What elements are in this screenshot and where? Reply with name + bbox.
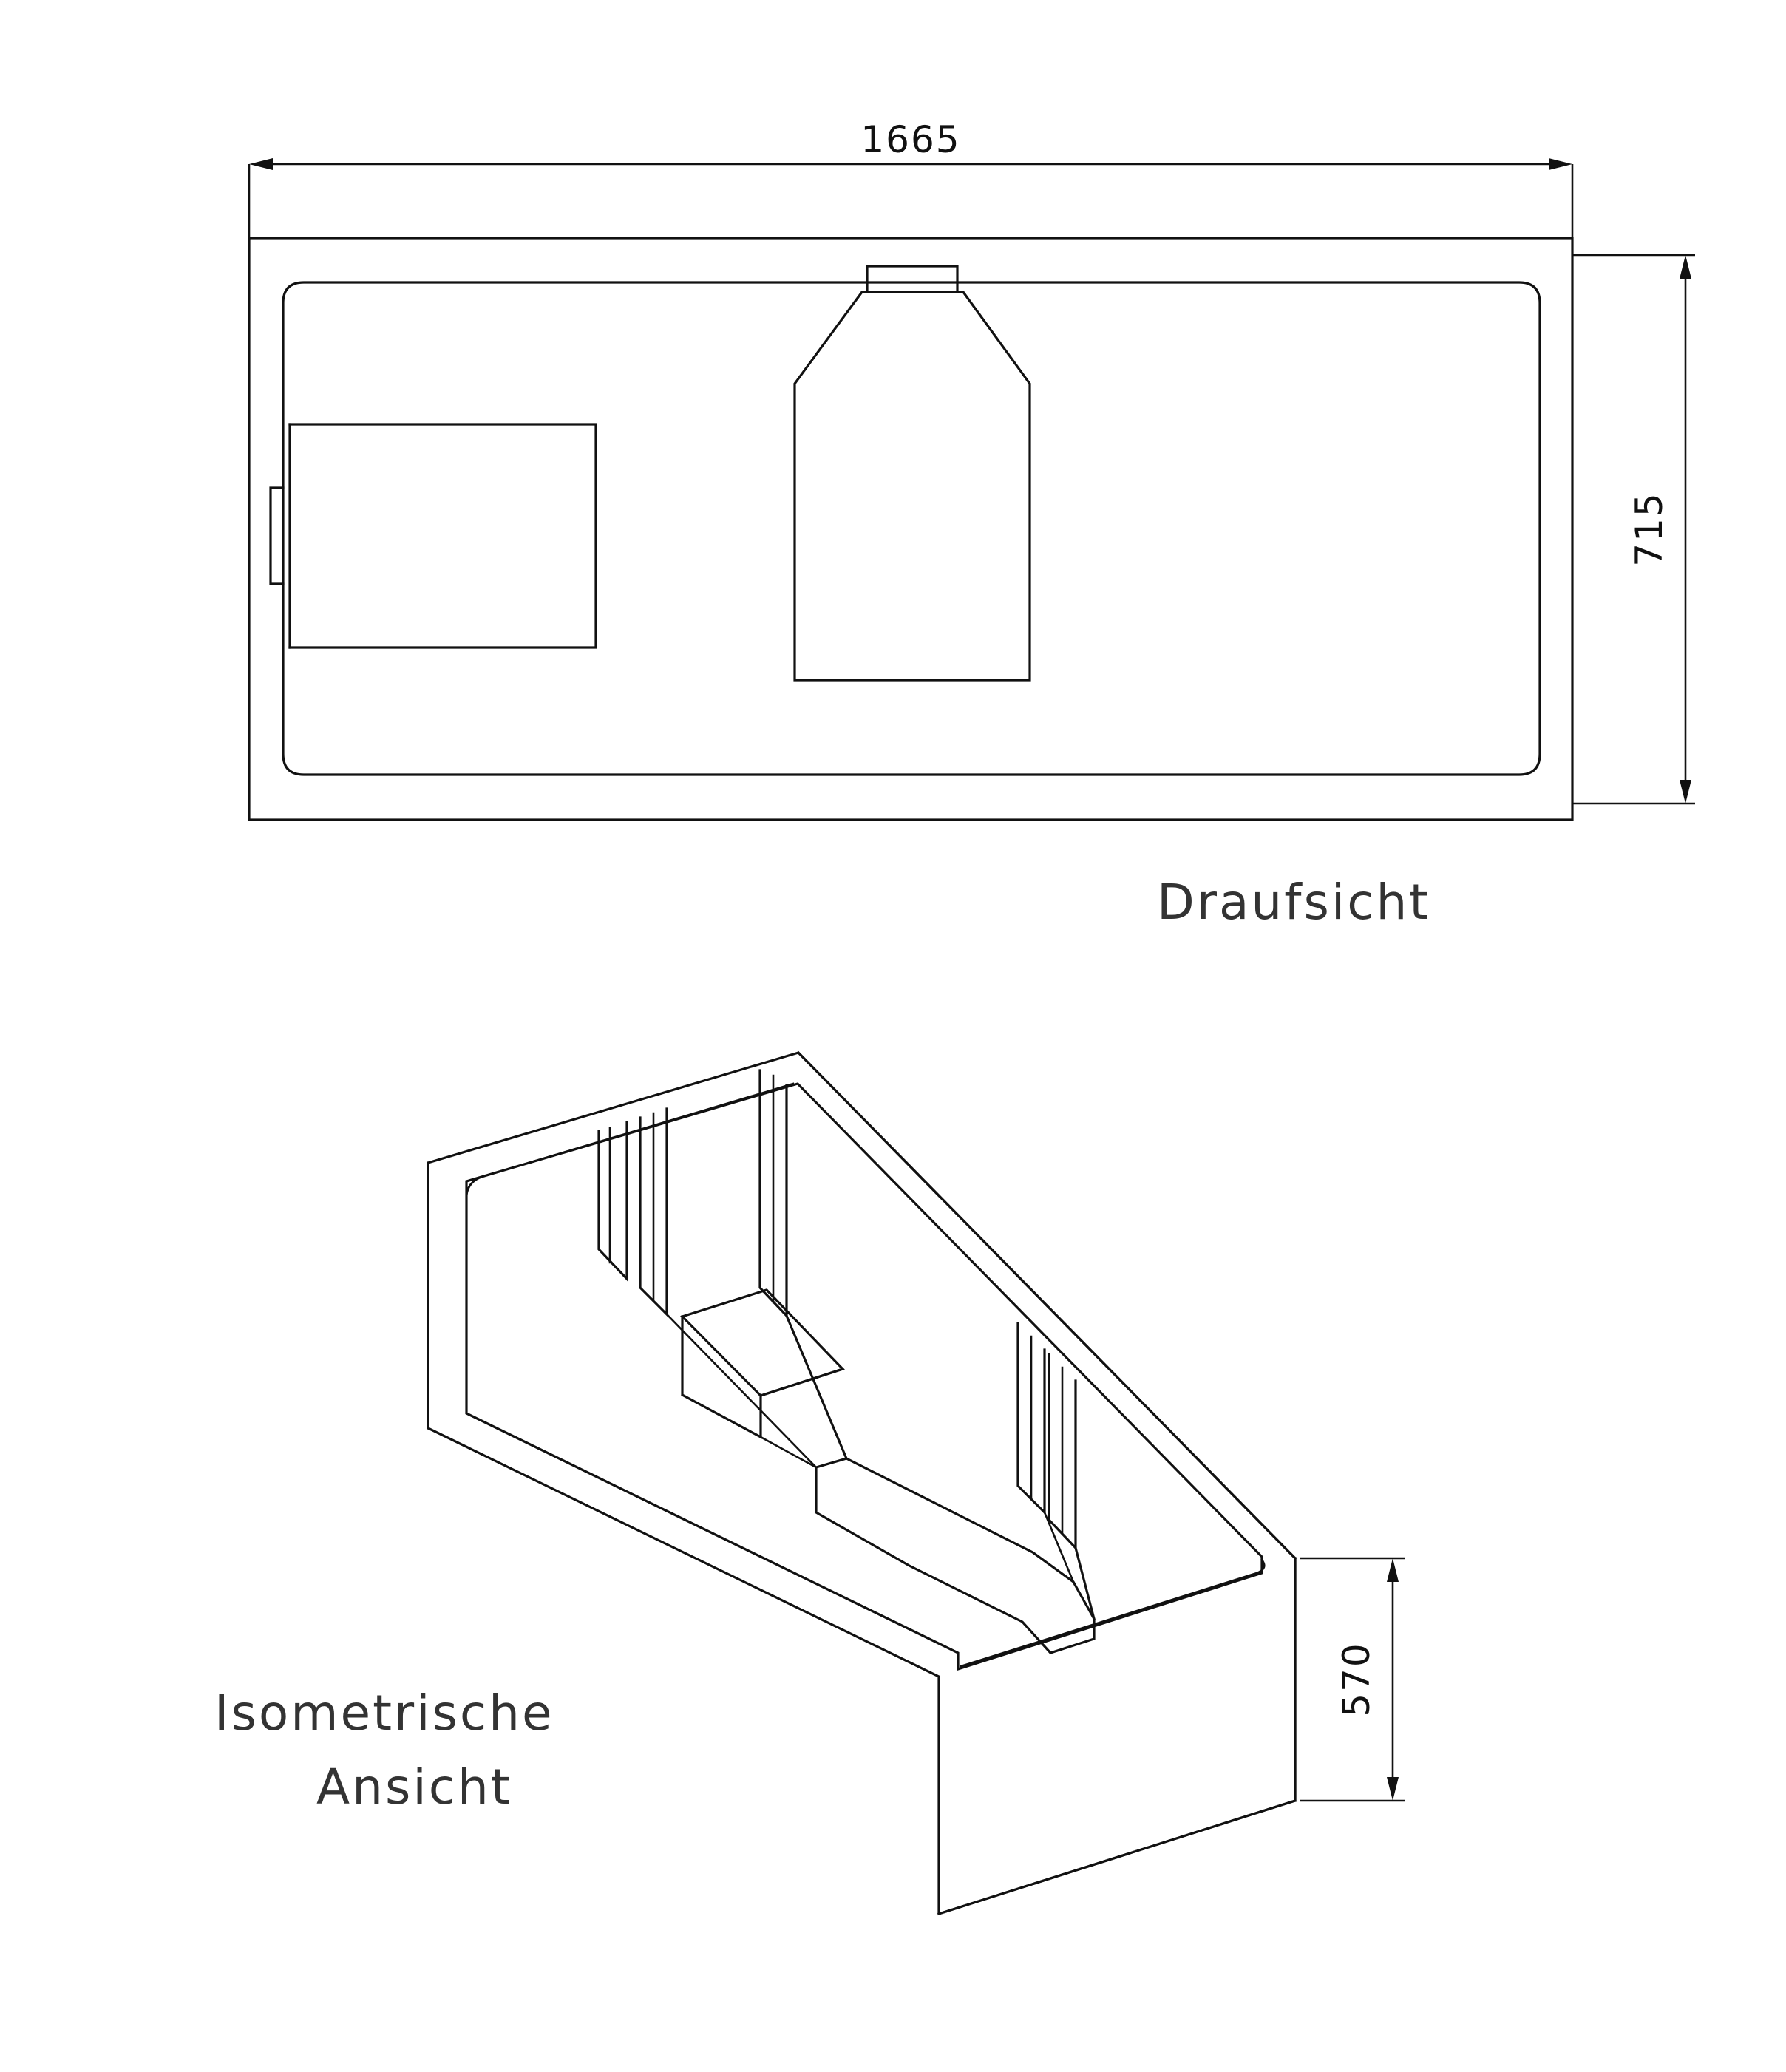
- seat-block-front-face-iso: [682, 1317, 761, 1437]
- center-basin-outline-top: [795, 266, 1030, 680]
- tub-front-bottom-edge-iso: [939, 1801, 1295, 1914]
- seat-block-top-face-iso: [682, 1290, 843, 1396]
- isometric-view-group: [214, 1053, 1405, 1914]
- iso-view-label-line2: Ansicht: [316, 1759, 512, 1815]
- tub-right-top-edge-iso: [798, 1053, 1295, 1558]
- dimension-width-text: 715: [1628, 492, 1671, 567]
- tub-outer-outline-top: [249, 238, 1572, 820]
- tub-rim-inner-iso: [466, 1084, 1262, 1669]
- tub-rim-corner-left-iso: [466, 1084, 793, 1198]
- tub-inner-rim-top: [283, 282, 1540, 775]
- basin-back-slope-iso: [787, 1316, 846, 1458]
- dimension-width: [1572, 255, 1695, 804]
- overflow-notch-top: [271, 488, 283, 584]
- seat-block-edge-iso: [761, 1369, 843, 1396]
- top-view-group: [249, 118, 1695, 931]
- tub-outer-shell-iso: [428, 1053, 1295, 1914]
- seat-rectangle-top: [290, 424, 596, 648]
- iso-view-label-line1: Isometrische: [214, 1685, 554, 1742]
- top-view-label: Draufsicht: [1157, 874, 1431, 931]
- tub-inner-floor-iso: [816, 1458, 1094, 1653]
- seat-block-lower-edge-iso: [682, 1395, 761, 1437]
- basin-left-slope-iso: [667, 1314, 816, 1467]
- dimension-height: [1300, 1558, 1405, 1801]
- partition-left-outer-iso: [599, 1122, 627, 1279]
- dimension-height-text: 570: [1335, 1642, 1378, 1717]
- dimension-length-text: 1665: [860, 118, 961, 161]
- basin-left-wall-iso: [761, 1437, 816, 1467]
- basin-right-slope-iso: [1076, 1548, 1094, 1619]
- dimension-length: [249, 118, 1572, 238]
